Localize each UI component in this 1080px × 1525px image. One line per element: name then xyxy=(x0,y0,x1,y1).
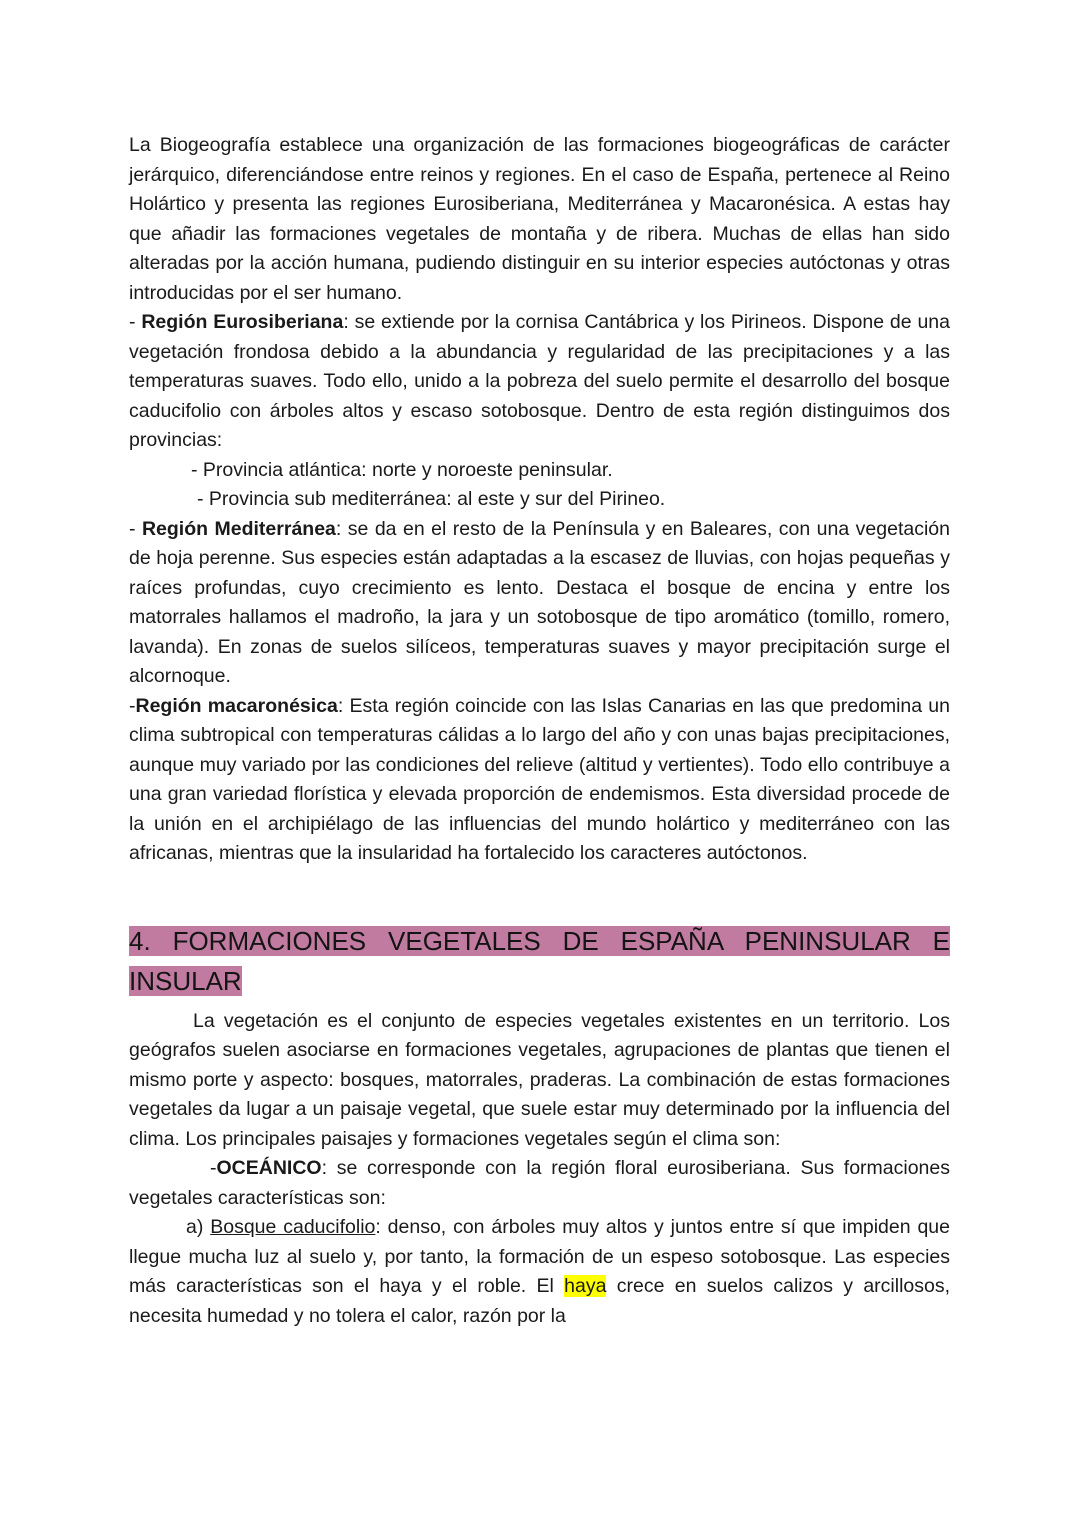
oceanico-term: OCEÁNICO xyxy=(216,1157,322,1179)
list-item-provincia-atlantica: - Provincia atlántica: norte y noroeste peninsular. xyxy=(191,458,613,481)
bosque-caducifolio-text-1: : denso, con árboles muy altos y juntos entre sí que impiden que llegue mucha luz al suelo y, por tanto, la formación de un espeso sotobosque. Las especies más características son el haya y el roble. El xyxy=(129,1216,950,1297)
section-heading-highlighted-text: 4. FORMACIONES VEGETALES DE ESPAÑA PENINSULAR E INSULAR xyxy=(129,925,950,996)
list-dash: - xyxy=(129,694,136,717)
highlighted-word-haya: haya xyxy=(564,1275,607,1297)
list-letter: a) xyxy=(186,1216,211,1238)
region-macaronesica-term: Región macaronésica xyxy=(135,694,338,717)
region-mediterranea-text: : se da en el resto de la Península y en Baleares, con una vegetación de hoja perenne. Sus especies están adaptadas a la escasez de lluvias, con hojas pequeñas y raíces profundas, cuyo crecimiento es lento. Destaca el bosque de encina y entre los matorrales hallamos el madroño, la jara y un sotobosque de tipo aromático (tomillo, romero, lavanda). En zonas de suelos silíceos, temperaturas suaves y mayor precipitación surge el alcornoque. xyxy=(129,517,950,687)
bosque-caducifolio-text-2: crece en suelos calizos y arcillosos, necesita humedad y no tolera el calor, razón por la xyxy=(129,1275,951,1327)
list-dash: - xyxy=(129,517,142,540)
region-mediterranea-term: Región Mediterránea xyxy=(141,517,336,540)
region-macaronesica-text: : Esta región coincide con las Islas Canarias en las que predomina un clima subtropical con temperaturas cálidas a lo largo del año y con unas bajas precipitaciones, aunque muy variado por las condiciones del relieve (altitud y vertientes). Todo ello contribuye a una gran variedad florística y elevada proporción de endemismos. Esta diversidad procede de la unión en el archipiélago de las influencias del mundo holártico y mediterráneo con las africanas, mientras que la insularidad ha fortalecido los caracteres autóctonos. xyxy=(129,694,950,864)
paragraph-region-macaronesica xyxy=(129,692,950,869)
region-eurosiberiana-text: : se extiende por la cornisa Cantábrica y los Pirineos. Dispone de una vegetación frondosa debido a la abundancia y regularidad de las precipitaciones y a las temperaturas suaves. Todo ello, unido a la pobreza del suelo permite el desarrollo del bosque caducifolio con árboles altos y escaso sotobosque. Dentro de esta región distinguimos dos provincias: xyxy=(129,311,950,451)
region-eurosiberiana-term: Región Eurosiberiana xyxy=(141,311,344,333)
list-dash: - xyxy=(210,1157,217,1179)
paragraph-region-eurosiberiana xyxy=(129,308,950,456)
paragraph-region-mediterranea xyxy=(129,515,950,692)
paragraph-oceanico xyxy=(129,1154,950,1213)
bosque-caducifolio-term: Bosque caducifolio xyxy=(210,1216,376,1238)
paragraph-biogeografia-intro: La Biogeografía establece una organización de las formaciones biogeográficas de carácter jerárquico, diferenciándose entre reinos y regiones. En el caso de España, pertenece al Reino Holártico y presenta las regiones Eurosiberiana, Mediterránea y Macaronésica. A estas hay que añadir las formaciones vegetales de montaña y de ribera. Muchas de ellas han sido alteradas por la acción humana, pudiendo distinguir en su interior especies autóctonas y otras introducidas por el ser humano. xyxy=(129,134,950,304)
list-item-provincia-submediterranea: - Provincia sub mediterránea: al este y sur del Pirineo. xyxy=(197,488,666,510)
paragraph-vegetacion: La vegetación es el conjunto de especies vegetales existentes en un territorio. Los geógrafos suelen asociarse en formaciones vegetales, agrupaciones de plantas que tienen el mismo porte y aspecto: bosques, matorrales, praderas. La combinación de estas formaciones vegetales da lugar a un paisaje vegetal, que suele estar muy determinado por la influencia del clima. Los principales paisajes y formaciones vegetales según el clima son: xyxy=(129,1009,950,1150)
section-heading-formaciones-vegetales xyxy=(129,921,950,1001)
oceanico-text: : se corresponde con la región floral eurosiberiana. Sus formaciones vegetales características son: xyxy=(129,1157,950,1209)
paragraph-bosque-caducifolio xyxy=(129,1213,950,1331)
list-dash: - xyxy=(129,311,142,333)
